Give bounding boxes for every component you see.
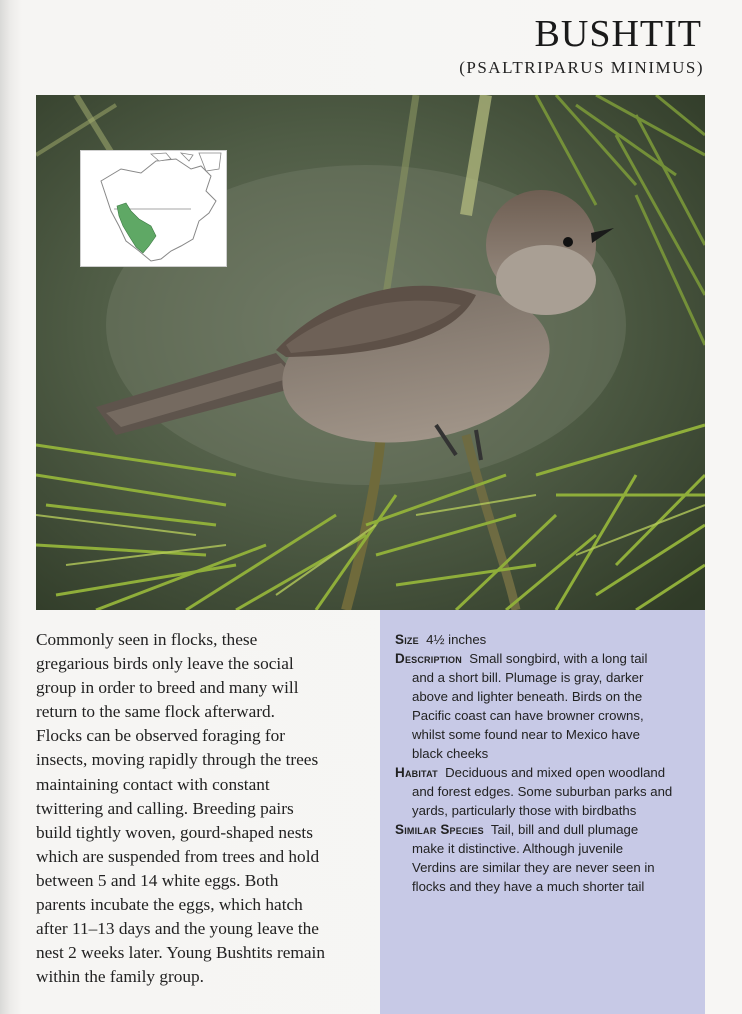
paragraph-line: insects, moving rapidly through the trees [36, 750, 319, 770]
fact-line: whilst some found near to Mexico have [412, 727, 640, 742]
scientific-name: (PSALTRIPARUS MINIMUS) [459, 58, 704, 77]
fact-line: Deciduous and mixed open woodland [445, 765, 666, 780]
paragraph-line: gregarious birds only leave the social [36, 654, 294, 674]
paragraph-line: build tightly woven, gourd-shaped nests [36, 822, 313, 842]
fact-line: and forest edges. Some suburban parks and [412, 784, 673, 799]
fact-line: yards, particularly those with birdbaths [412, 803, 637, 818]
fact-list [395, 630, 700, 896]
fact-value-size: 4½ inches [426, 632, 487, 647]
fact-line: make it distinctive. Although juvenile [412, 841, 624, 856]
paragraph-line: twittering and calling. Breeding pairs [36, 798, 294, 818]
paragraph-line: Flocks can be observed foraging for [36, 726, 286, 746]
paragraph-line: Commonly seen in flocks, these [36, 630, 258, 649]
fact-label-size: Size [395, 632, 419, 647]
fact-similar-species [395, 820, 700, 896]
fact-label-habitat: Habitat [395, 765, 438, 780]
fact-line: flocks and they have a much shorter tail [412, 879, 645, 894]
fact-size [395, 630, 700, 649]
paragraph-line: within the family group. [36, 967, 204, 987]
north-america-range-map [81, 151, 226, 266]
fact-line: black cheeks [412, 746, 489, 761]
paragraph-line: return to the same flock afterward. [36, 702, 275, 722]
species-description-paragraph [36, 628, 366, 989]
fact-line: Pacific coast can have browner crowns, [412, 708, 644, 723]
paragraph-line: which are suspended from trees and hold [36, 846, 320, 866]
fact-line: Small songbird, with a long tail [469, 651, 648, 666]
range-map [80, 150, 227, 267]
page-title: BUSHTIT [534, 13, 702, 55]
paragraph-line: between 5 and 14 white eggs. Both [36, 870, 279, 890]
fact-line: Verdins are similar they are never seen in [412, 860, 655, 875]
paragraph-line: after 11–13 days and the young leave the [36, 919, 319, 939]
fact-line: Tail, bill and dull plumage [490, 822, 639, 837]
fact-line: above and lighter beneath. Birds on the [412, 689, 643, 704]
fact-habitat [395, 763, 700, 820]
paragraph-line: nest 2 weeks later. Young Bushtits remain [36, 943, 325, 963]
fact-label-similar-species: Similar Species [395, 822, 484, 837]
paragraph-line: parents incubate the eggs, which hatch [36, 895, 303, 915]
paragraph-line: group in order to breed and many will [36, 678, 299, 698]
fact-description [395, 649, 700, 763]
fact-label-description: Description [395, 651, 462, 666]
fact-line: and a short bill. Plumage is gray, darker [412, 670, 644, 685]
paragraph-line: maintaining contact with constant [36, 774, 270, 794]
